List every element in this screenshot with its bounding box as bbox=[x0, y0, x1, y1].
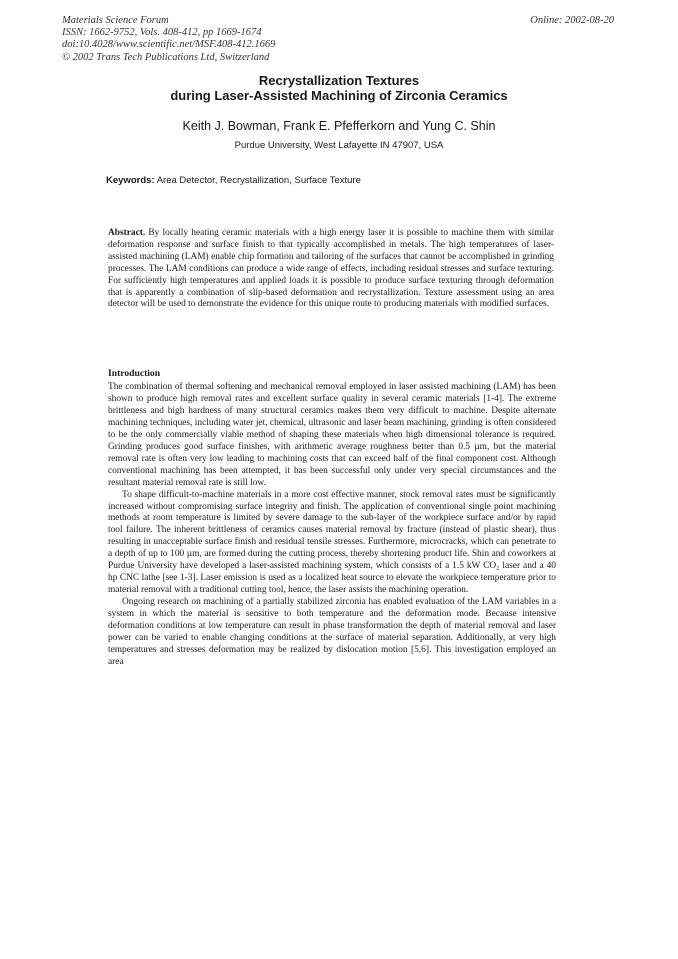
intro-paragraph-1: The combination of thermal softening and mechanical removal employed in laser assisted machining (LAM) has been shown to produce high removal rates and excellent surface quality in several ceramic materials [1-4]. The extreme brittleness and high hardness of many structural ceramics makes them very difficult to machine. Despite alternate machining techniques, including water jet, chemical, ultrasonic and laser beam machining, grinding is often considered to be the only commercially viable method of shaping these materials when high dimensional tolerance is required. Grinding produces good surface finishes, with arithmetic average roughness better than 0.5 µm, but the material removal rate is often very low leading to machining costs that can exceed half of the final component cost. Although conventional machining has been attempted, it has been successful only under very special circumstances and the resultant material removal rate is still low. bbox=[108, 382, 556, 488]
introduction-body bbox=[108, 382, 556, 669]
journal-header bbox=[62, 15, 275, 64]
intro-paragraph-2: To shape difficult-to-machine materials in a more cost effective manner, stock removal rates must be significantly increased without compromising surface integrity and finish. The application of conventional single point machining methods at room temperature is limited by severe damage to the sub-layer of the workpiece surface and/or by rapid tool failure. The inherent brittleness of ceramics causes material removal by fracture (instead of plastic shear), thus resulting in unacceptable surface finish and residual tensile stresses. Furthermore, microcracks, which can penetrate to a depth of up to 100 µm, are formed during the cutting process, thereby shortening product life. Shin and coworkers at Purdue University have developed a laser-assisted machining system, which consists of a 1.5 kW CO₂ laser and a 40 hp CNC lathe [see 1-3]. Laser emission is used as a localized heat source to elevate the workpiece temperature prior to material removal with a traditional cutting tool, hence, the laser assists the machining operation. bbox=[108, 489, 556, 596]
journal-name: Materials Science Forum bbox=[62, 15, 169, 26]
online-date: Online: 2002-08-20 bbox=[530, 15, 614, 26]
paper-title bbox=[0, 73, 678, 103]
affiliation: Purdue University, West Lafayette IN 47907, USA bbox=[234, 140, 444, 151]
author-list: Keith J. Bowman, Frank E. Pfefferkorn and Yung C. Shin bbox=[182, 119, 496, 133]
abstract-label: Abstract. bbox=[108, 228, 146, 238]
keywords-label: Keywords: bbox=[106, 175, 155, 186]
issn-line: ISSN: 1662-9752, Vols. 408-412, pp 1669-1674 bbox=[62, 27, 262, 39]
title-line-2: during Laser-Assisted Machining of Zirconia Ceramics bbox=[170, 88, 508, 103]
doi-link[interactable]: doi:10.4028/www.scientific.net/MSF.408-412.1669 bbox=[62, 39, 276, 51]
title-line-1: Recrystallization Textures bbox=[258, 73, 420, 88]
copyright-line: © 2002 Trans Tech Publications Ltd, Switzerland bbox=[62, 51, 270, 63]
abstract-text: By locally heating ceramic materials with a high energy laser it is possible to machine them with similar deformation response and surface finish to that typically accomplished in metals. The high temperatures of laser-assisted machining (LAM) enable chip formation and tailoring of the surfaces that cannot be accomplished in grinding processes. The LAM conditions can produce a wide range of effects, including residual stresses and surface texturing. For sufficiently high temperatures and applied loads it is possible to produce surface texturing through deformation that is apparently a combination of slip-based deformation and recrystallization. Texture assessment using an area detector will be used to demonstrate the evidence for this unique route to producing materials with modified surfaces. bbox=[108, 228, 554, 310]
intro-paragraph-3: Ongoing research on machining of a partially stabilized zirconia has enabled evaluation of the LAM variables in a system in which the material is sensitive to both temperature and the deformation mode. Because intensive deformation conditions at low temperature can result in phase transformation the depth of material removal and laser power can be varied to enable changing conditions at the surface of material separation. Additionally, at very high temperatures and stresses deformation may be realized by dislocation motion [5,6]. This investigation employed an area bbox=[108, 597, 556, 667]
keywords-line bbox=[106, 175, 361, 187]
keywords-text: Area Detector, Recrystallization, Surface Texture bbox=[154, 175, 361, 186]
abstract-paragraph bbox=[108, 228, 554, 311]
section-heading-introduction: Introduction bbox=[108, 368, 161, 379]
